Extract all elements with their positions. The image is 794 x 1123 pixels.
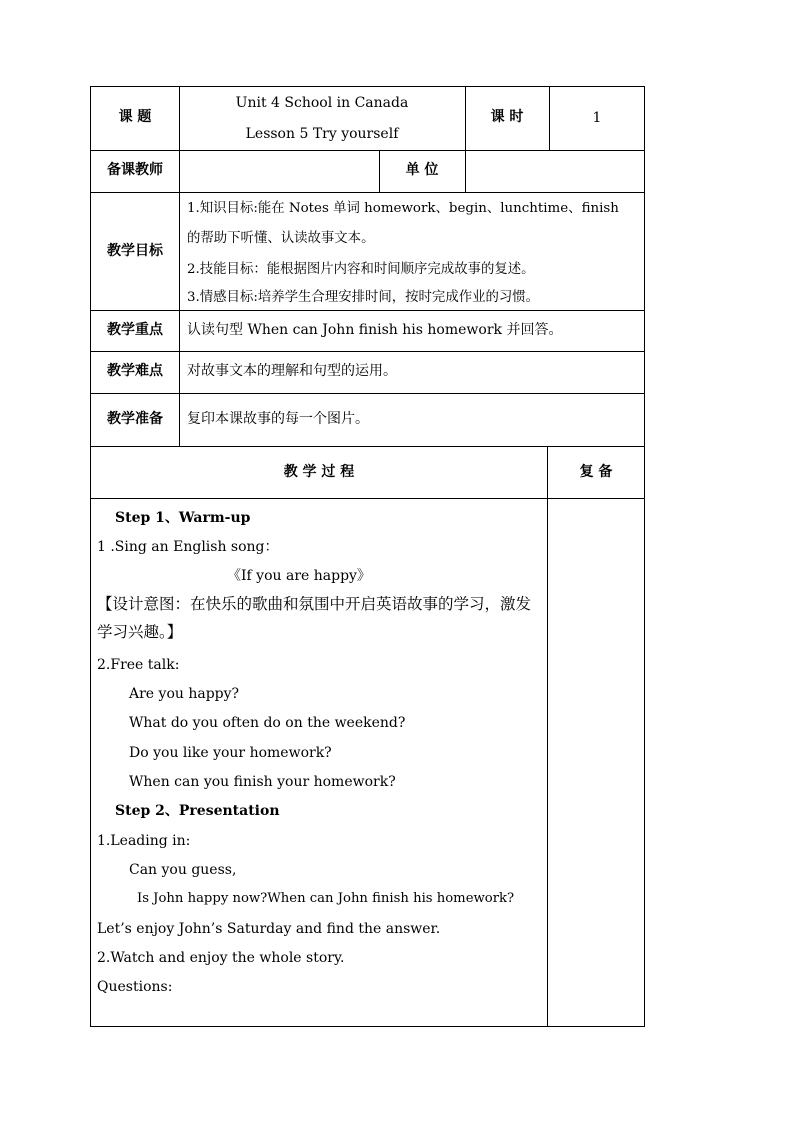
- difficulties-label: 教学难点: [107, 363, 163, 379]
- objectives-line2: 的帮助下听懂、认读故事文本。: [187, 231, 375, 246]
- preparation-text: 复印本课故事的每一个图片。: [187, 411, 369, 427]
- step1-item1: 1 .Sing an English song：: [97, 539, 279, 555]
- objectives-label: 教学目标: [107, 243, 163, 259]
- free-talk-q4: When can you finish your homework?: [129, 774, 396, 790]
- free-talk-q2: What do you often do on the weekend?: [129, 715, 406, 731]
- lesson-title-line2: Lesson 5 Try yourself: [245, 126, 399, 142]
- step2-heading: Step 2、Presentation: [115, 803, 280, 819]
- column-divider: [547, 446, 548, 1027]
- process-header: 教 学 过 程: [283, 464, 355, 480]
- guess-line2: Is John happy now?When can John finish his homework?: [137, 891, 515, 906]
- lesson-plan-table: [90, 86, 645, 1027]
- free-talk-q3: Do you like your homework?: [129, 745, 332, 761]
- leading-in: 1.Leading in:: [97, 833, 191, 849]
- objectives-line1: 1.知识目标:能在 Notes 单词 homework、begin、lunchtime、finish: [187, 201, 619, 216]
- row-divider: [91, 446, 644, 447]
- guess-line1: Can you guess,: [129, 862, 237, 878]
- objectives-line4: 3.情感目标:培养学生合理安排时间，按时完成作业的习惯。: [187, 290, 540, 305]
- column-divider: [465, 150, 466, 192]
- row-divider: [91, 498, 644, 499]
- step1-item2: 2.Free talk:: [97, 657, 180, 673]
- row-divider: [91, 393, 644, 394]
- review-header: 复 备: [579, 464, 613, 480]
- row-divider: [91, 351, 644, 352]
- row-divider: [91, 310, 644, 311]
- teacher-label: 备课教师: [107, 162, 163, 178]
- questions-label: Questions:: [97, 979, 173, 995]
- song-title: 《If you are happy》: [227, 568, 371, 584]
- preparation-label: 教学准备: [107, 411, 163, 427]
- period-label: 课 时: [490, 109, 524, 125]
- period-value: 1: [592, 110, 602, 126]
- free-talk-q1: Are you happy?: [129, 686, 240, 702]
- row-divider: [91, 150, 644, 151]
- difficulties-text: 对故事文本的理解和句型的运用。: [187, 363, 397, 379]
- unit-label: 单 位: [405, 162, 439, 178]
- key-points-label: 教学重点: [107, 322, 163, 338]
- step1-heading: Step 1、Warm-up: [115, 510, 251, 526]
- key-points-text: 认读句型 When can John finish his homework 并回答。: [187, 322, 563, 338]
- watch-line: 2.Watch and enjoy the whole story.: [97, 950, 345, 966]
- objectives-line3: 2.技能目标：能根据图片内容和时间顺序完成故事的复述。: [187, 262, 535, 277]
- lesson-title-line1: Unit 4 School in Canada: [235, 95, 409, 111]
- design-intent-line2: 学习兴趣。】: [97, 623, 183, 641]
- topic-label: 课 题: [118, 109, 152, 125]
- enjoy-line: Let’s enjoy John’s Saturday and find the answer.: [97, 921, 441, 937]
- row-divider: [91, 192, 644, 193]
- design-intent-line1: 【设计意图：在快乐的歌曲和氛围中开启英语故事的学习，激发: [97, 595, 532, 613]
